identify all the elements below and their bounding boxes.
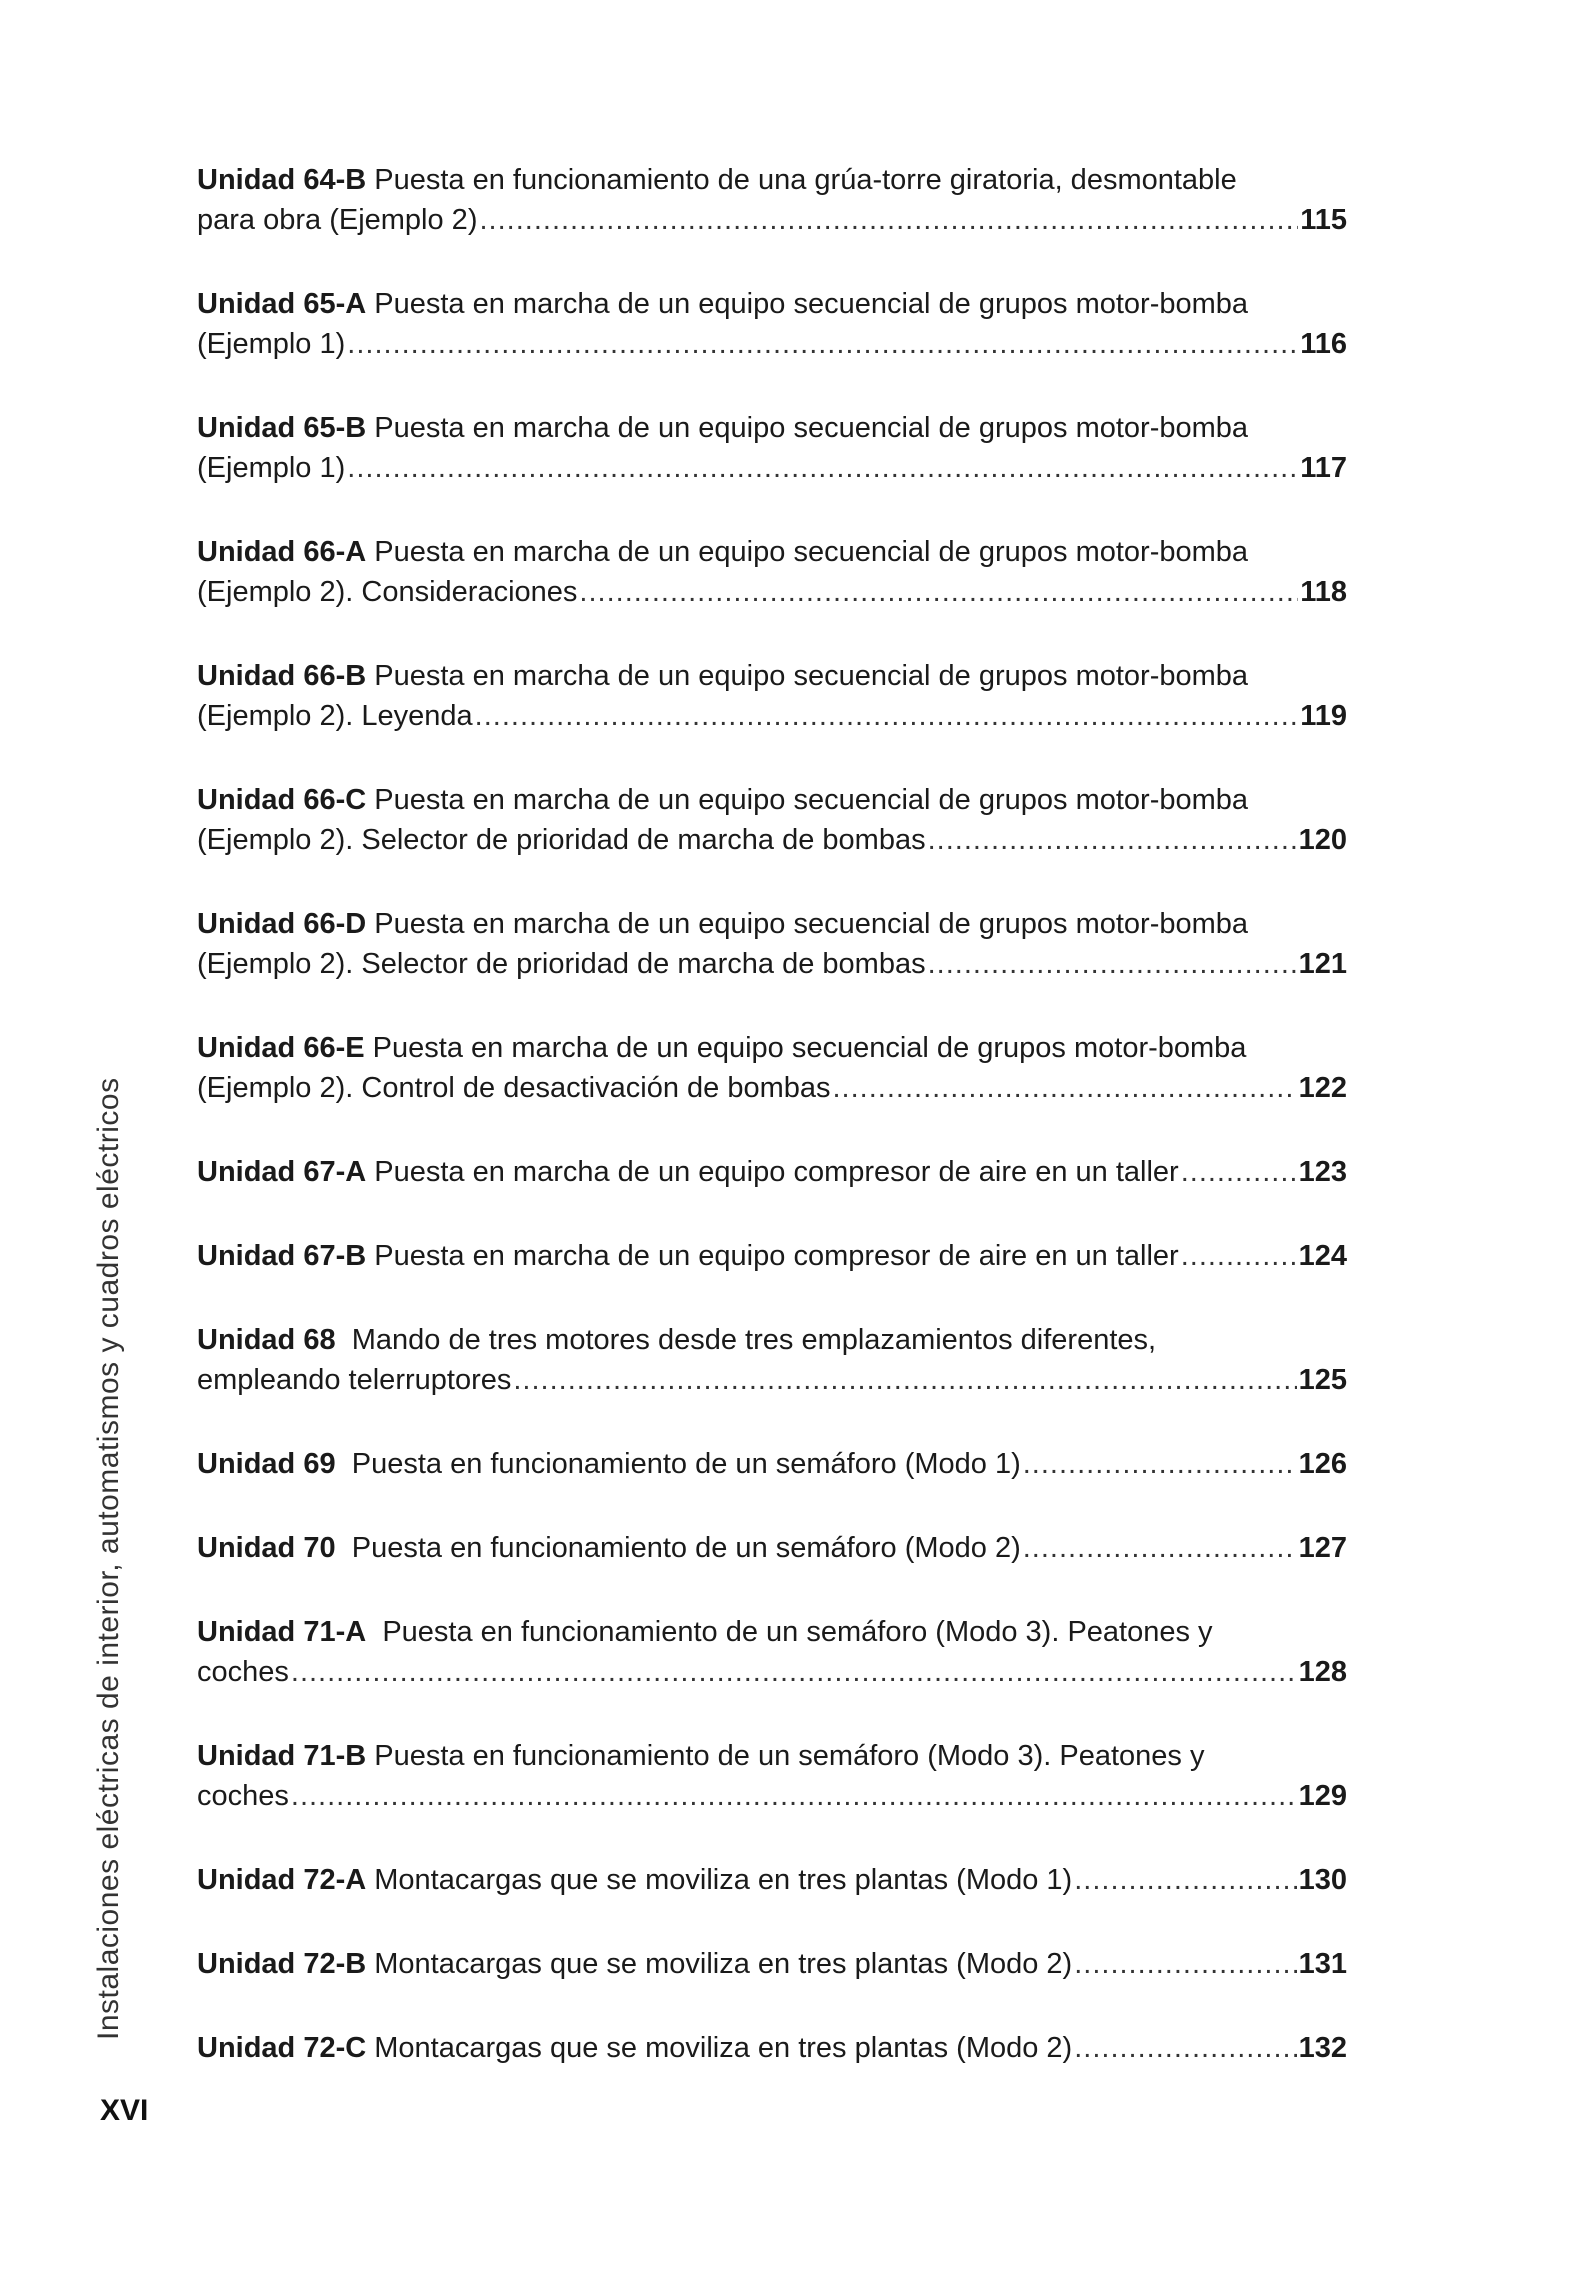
toc-unit-code: 65-B bbox=[295, 412, 367, 444]
toc-entry[interactable] bbox=[197, 1444, 1347, 1484]
toc-entry-title: Puesta en marcha de un equipo compresor de aire en un taller bbox=[366, 1240, 1179, 1272]
toc-entry[interactable] bbox=[197, 160, 1347, 240]
toc-unit-code: 66-A bbox=[295, 536, 367, 568]
toc-page-number: 124 bbox=[1298, 1240, 1347, 1272]
toc-unit-label: Unidad bbox=[197, 1448, 296, 1480]
toc-page-number: 125 bbox=[1298, 1364, 1347, 1396]
toc-unit-label: Unidad bbox=[197, 1948, 296, 1980]
toc-page-number: 122 bbox=[1298, 1072, 1347, 1104]
toc-entry[interactable] bbox=[197, 1028, 1347, 1108]
toc-unit-code: 69 bbox=[295, 1448, 336, 1480]
toc-page-number: 119 bbox=[1300, 700, 1347, 732]
toc-unit-label: Unidad bbox=[197, 784, 296, 816]
page-folio: XVI bbox=[100, 2094, 149, 2127]
toc-page-number: 130 bbox=[1298, 1864, 1347, 1896]
toc-unit-code: 64-B bbox=[295, 164, 367, 196]
toc-unit-code: 66-C bbox=[295, 784, 367, 816]
toc-page-number: 127 bbox=[1298, 1532, 1347, 1564]
toc-leader-dots bbox=[1023, 1528, 1297, 1568]
toc-entry[interactable] bbox=[197, 1236, 1347, 1276]
toc-unit-code: 67-B bbox=[295, 1240, 367, 1272]
toc-entry-title: Puesta en marcha de un equipo compresor de aire en un taller bbox=[366, 1156, 1179, 1188]
toc-page-number: 128 bbox=[1298, 1656, 1347, 1688]
toc-unit-label: Unidad bbox=[197, 1864, 296, 1896]
toc-leader-dots bbox=[291, 1776, 1297, 1816]
toc-entry-title: Puesta en marcha de un equipo secuencial de grupos motor-bomba bbox=[366, 660, 1249, 692]
toc-leader-dots bbox=[1074, 1860, 1296, 1900]
toc-entry-title-continued: (Ejemplo 2). Selector de prioridad de marcha de bombas bbox=[197, 824, 926, 856]
toc-entry-title: Puesta en funcionamiento de un semáforo (Modo 1) bbox=[335, 1448, 1021, 1480]
toc-page-number: 115 bbox=[1300, 204, 1347, 236]
toc-unit-code: 66-E bbox=[295, 1032, 365, 1064]
toc-entry-title-continued: coches bbox=[197, 1780, 289, 1812]
toc-unit-label: Unidad bbox=[197, 1324, 296, 1356]
toc-unit-label: Unidad bbox=[197, 164, 296, 196]
toc-entry[interactable] bbox=[197, 1612, 1347, 1692]
toc-page-number: 132 bbox=[1298, 2032, 1347, 2064]
toc-entry-title: Puesta en funcionamiento de un semáforo (Modo 2) bbox=[335, 1532, 1021, 1564]
toc-page-number: 116 bbox=[1300, 328, 1347, 360]
running-side-title: Instalaciones eléctricas de interior, automatismos y cuadros eléctricos bbox=[92, 1077, 125, 2040]
toc-leader-dots bbox=[928, 944, 1297, 984]
toc-page-number: 129 bbox=[1298, 1780, 1347, 1812]
toc-unit-label: Unidad bbox=[197, 536, 296, 568]
toc-entry[interactable] bbox=[197, 1528, 1347, 1568]
toc-entry[interactable] bbox=[197, 656, 1347, 736]
toc-unit-code: 66-B bbox=[295, 660, 367, 692]
toc-page-number: 131 bbox=[1298, 1948, 1347, 1980]
toc-entry-title-continued: (Ejemplo 2). Selector de prioridad de marcha de bombas bbox=[197, 948, 926, 980]
toc-unit-code: 67-A bbox=[295, 1156, 367, 1188]
toc-unit-code: 72-A bbox=[295, 1864, 367, 1896]
toc-unit-label: Unidad bbox=[197, 1616, 296, 1648]
toc-entry[interactable] bbox=[197, 904, 1347, 984]
toc-entry-title-continued: para obra (Ejemplo 2) bbox=[197, 204, 478, 236]
toc-leader-dots bbox=[475, 696, 1299, 736]
toc-entry[interactable] bbox=[197, 1860, 1347, 1900]
toc-leader-dots bbox=[347, 448, 1298, 488]
toc-unit-code: 71-A bbox=[295, 1616, 367, 1648]
toc-unit-label: Unidad bbox=[197, 1156, 296, 1188]
toc-entry-title: Puesta en marcha de un equipo secuencial de grupos motor-bomba bbox=[366, 412, 1249, 444]
toc-leader-dots bbox=[1023, 1444, 1297, 1484]
toc-entry-title-continued: empleando telerruptores bbox=[197, 1364, 512, 1396]
toc-leader-dots bbox=[579, 572, 1298, 612]
toc-unit-label: Unidad bbox=[197, 908, 296, 940]
toc-entry-title: Montacargas que se moviliza en tres plantas (Modo 2) bbox=[366, 1948, 1073, 1980]
toc-entry-title: Puesta en marcha de un equipo secuencial de grupos motor-bomba bbox=[364, 1032, 1247, 1064]
toc-entry[interactable] bbox=[197, 1152, 1347, 1192]
toc-leader-dots bbox=[513, 1360, 1296, 1400]
toc-leader-dots bbox=[1181, 1152, 1297, 1192]
toc-leader-dots bbox=[833, 1068, 1297, 1108]
toc-unit-code: 72-C bbox=[295, 2032, 367, 2064]
toc-unit-label: Unidad bbox=[197, 1532, 296, 1564]
toc-entry-title-continued: (Ejemplo 2). Leyenda bbox=[197, 700, 473, 732]
toc-unit-label: Unidad bbox=[197, 288, 296, 320]
toc-unit-code: 68 bbox=[295, 1324, 336, 1356]
toc-page-number: 121 bbox=[1298, 948, 1347, 980]
toc-entry-title: Puesta en funcionamiento de una grúa-torre giratoria, desmontable bbox=[366, 164, 1237, 196]
toc-entry-title: Puesta en marcha de un equipo secuencial de grupos motor-bomba bbox=[366, 784, 1249, 816]
toc-unit-code: 70 bbox=[295, 1532, 336, 1564]
toc-entry-title-continued: (Ejemplo 1) bbox=[197, 452, 346, 484]
toc-entry-title-continued: coches bbox=[197, 1656, 289, 1688]
toc-entry[interactable] bbox=[197, 408, 1347, 488]
toc-page-number: 123 bbox=[1298, 1156, 1347, 1188]
table-of-contents bbox=[197, 160, 1347, 2068]
toc-entry-title-continued: (Ejemplo 2). Consideraciones bbox=[197, 576, 578, 608]
toc-unit-code: 71-B bbox=[295, 1740, 367, 1772]
toc-leader-dots bbox=[347, 324, 1298, 364]
toc-page-number: 120 bbox=[1298, 824, 1347, 856]
toc-entry-title: Puesta en marcha de un equipo secuencial de grupos motor-bomba bbox=[366, 536, 1249, 568]
toc-entry-title: Puesta en marcha de un equipo secuencial de grupos motor-bomba bbox=[366, 908, 1249, 940]
toc-entry[interactable] bbox=[197, 284, 1347, 364]
toc-page-number: 117 bbox=[1300, 452, 1347, 484]
toc-entry-title: Puesta en marcha de un equipo secuencial de grupos motor-bomba bbox=[366, 288, 1249, 320]
toc-entry[interactable] bbox=[197, 532, 1347, 612]
toc-entry[interactable] bbox=[197, 1320, 1347, 1400]
toc-leader-dots bbox=[928, 820, 1297, 860]
toc-unit-label: Unidad bbox=[197, 2032, 296, 2064]
toc-entry-title: Montacargas que se moviliza en tres plantas (Modo 1) bbox=[366, 1864, 1073, 1896]
toc-leader-dots bbox=[1074, 1944, 1296, 1984]
toc-unit-label: Unidad bbox=[197, 1740, 296, 1772]
toc-entry[interactable] bbox=[197, 780, 1347, 860]
toc-page-number: 118 bbox=[1300, 576, 1347, 608]
toc-entry[interactable] bbox=[197, 1736, 1347, 1816]
toc-leader-dots bbox=[1074, 2028, 1296, 2068]
toc-unit-code: 72-B bbox=[295, 1948, 367, 1980]
toc-unit-label: Unidad bbox=[197, 660, 296, 692]
toc-entry-title: Puesta en funcionamiento de un semáforo (Modo 3). Peatones y bbox=[366, 1616, 1213, 1648]
toc-entry[interactable] bbox=[197, 2028, 1347, 2068]
toc-entry-title: Montacargas que se moviliza en tres plantas (Modo 2) bbox=[366, 2032, 1073, 2064]
toc-unit-label: Unidad bbox=[197, 1032, 296, 1064]
toc-unit-label: Unidad bbox=[197, 1240, 296, 1272]
toc-entry[interactable] bbox=[197, 1944, 1347, 1984]
toc-page-number: 126 bbox=[1298, 1448, 1347, 1480]
toc-entry-title-continued: (Ejemplo 2). Control de desactivación de bombas bbox=[197, 1072, 831, 1104]
toc-leader-dots bbox=[479, 200, 1298, 240]
toc-entry-title: Puesta en funcionamiento de un semáforo (Modo 3). Peatones y bbox=[366, 1740, 1205, 1772]
toc-unit-code: 66-D bbox=[295, 908, 367, 940]
toc-entry-title: Mando de tres motores desde tres emplazamientos diferentes, bbox=[335, 1324, 1157, 1356]
toc-unit-code: 65-A bbox=[295, 288, 367, 320]
toc-leader-dots bbox=[1181, 1236, 1297, 1276]
toc-entry-title-continued: (Ejemplo 1) bbox=[197, 328, 346, 360]
toc-unit-label: Unidad bbox=[197, 412, 296, 444]
toc-leader-dots bbox=[291, 1652, 1297, 1692]
